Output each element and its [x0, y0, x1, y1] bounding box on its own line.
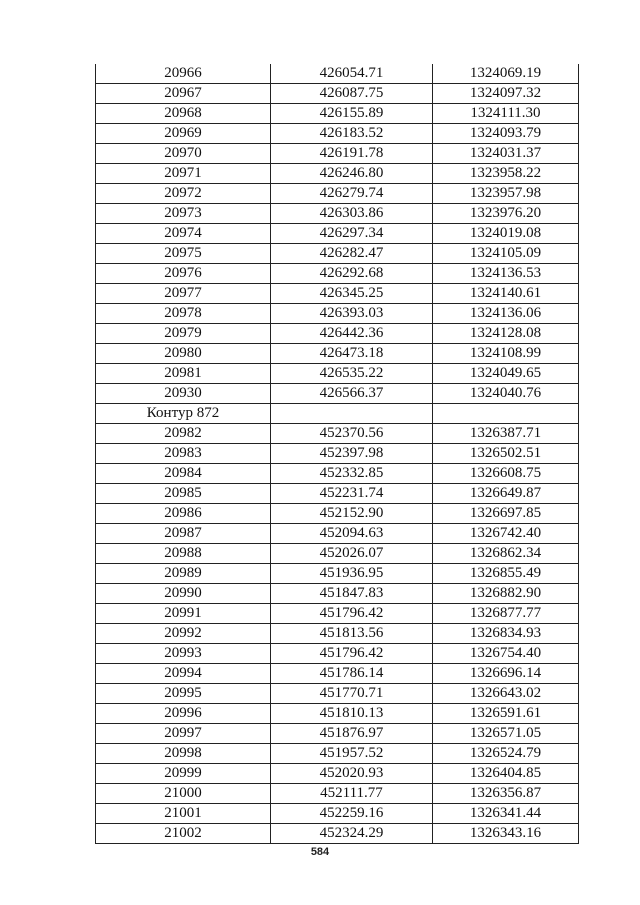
- x-coordinate-cell: 426087.75: [271, 84, 433, 104]
- x-coordinate-cell: 452094.63: [271, 524, 433, 544]
- y-coordinate-cell: 1326502.51: [433, 444, 579, 464]
- table-row: [96, 784, 579, 804]
- y-coordinate-cell: 1326591.61: [433, 704, 579, 724]
- y-coordinate-cell: 1324019.08: [433, 224, 579, 244]
- table-row: [96, 204, 579, 224]
- y-coordinate-cell: 1324108.99: [433, 344, 579, 364]
- coordinates-table: [95, 64, 579, 844]
- table-row: [96, 104, 579, 124]
- x-coordinate-cell: 452259.16: [271, 804, 433, 824]
- point-number-cell: 20985: [96, 484, 271, 504]
- table-row: [96, 424, 579, 444]
- y-coordinate-cell: 1324140.61: [433, 284, 579, 304]
- y-coordinate-cell: 1324105.09: [433, 244, 579, 264]
- point-number-cell: 20989: [96, 564, 271, 584]
- y-coordinate-cell: 1324031.37: [433, 144, 579, 164]
- point-number-cell: 20987: [96, 524, 271, 544]
- y-coordinate-cell: 1326571.05: [433, 724, 579, 744]
- point-number-cell: 20930: [96, 384, 271, 404]
- table-row: [96, 284, 579, 304]
- point-number-cell: 20969: [96, 124, 271, 144]
- point-number-cell: 20968: [96, 104, 271, 124]
- x-coordinate-cell: [271, 404, 433, 424]
- x-coordinate-cell: 426279.74: [271, 184, 433, 204]
- point-number-cell: 20991: [96, 604, 271, 624]
- table-row: [96, 684, 579, 704]
- point-number-cell: 20983: [96, 444, 271, 464]
- y-coordinate-cell: 1323958.22: [433, 164, 579, 184]
- point-number-cell: 20966: [96, 64, 271, 84]
- x-coordinate-cell: 426282.47: [271, 244, 433, 264]
- table-row: [96, 164, 579, 184]
- table-row: [96, 724, 579, 744]
- x-coordinate-cell: 426442.36: [271, 324, 433, 344]
- y-coordinate-cell: 1326608.75: [433, 464, 579, 484]
- table-row: [96, 764, 579, 784]
- table-row: [96, 384, 579, 404]
- point-number-cell: 20979: [96, 324, 271, 344]
- y-coordinate-cell: 1324136.53: [433, 264, 579, 284]
- x-coordinate-cell: 426303.86: [271, 204, 433, 224]
- x-coordinate-cell: 426345.25: [271, 284, 433, 304]
- x-coordinate-cell: 426054.71: [271, 64, 433, 84]
- y-coordinate-cell: 1324049.65: [433, 364, 579, 384]
- point-number-cell: 20971: [96, 164, 271, 184]
- point-number-cell: 20995: [96, 684, 271, 704]
- y-coordinate-cell: 1323957.98: [433, 184, 579, 204]
- x-coordinate-cell: 452397.98: [271, 444, 433, 464]
- y-coordinate-cell: 1326882.90: [433, 584, 579, 604]
- x-coordinate-cell: 426535.22: [271, 364, 433, 384]
- point-number-cell: 20970: [96, 144, 271, 164]
- x-coordinate-cell: 426191.78: [271, 144, 433, 164]
- point-number-cell: 20988: [96, 544, 271, 564]
- point-number-cell: 21000: [96, 784, 271, 804]
- y-coordinate-cell: 1324097.32: [433, 84, 579, 104]
- x-coordinate-cell: 451786.14: [271, 664, 433, 684]
- y-coordinate-cell: 1326356.87: [433, 784, 579, 804]
- table-row: [96, 444, 579, 464]
- x-coordinate-cell: 452332.85: [271, 464, 433, 484]
- y-coordinate-cell: 1326834.93: [433, 624, 579, 644]
- y-coordinate-cell: 1326696.14: [433, 664, 579, 684]
- point-number-cell: 20999: [96, 764, 271, 784]
- table-row: [96, 184, 579, 204]
- point-number-cell: Контур 872: [96, 404, 271, 424]
- x-coordinate-cell: 452026.07: [271, 544, 433, 564]
- table-row: [96, 704, 579, 724]
- y-coordinate-cell: 1323976.20: [433, 204, 579, 224]
- table-row: [96, 524, 579, 544]
- point-number-cell: 20986: [96, 504, 271, 524]
- y-coordinate-cell: 1324093.79: [433, 124, 579, 144]
- table-row: [96, 224, 579, 244]
- x-coordinate-cell: 451936.95: [271, 564, 433, 584]
- x-coordinate-cell: 452152.90: [271, 504, 433, 524]
- x-coordinate-cell: 451813.56: [271, 624, 433, 644]
- point-number-cell: 21001: [96, 804, 271, 824]
- table-row: [96, 664, 579, 684]
- y-coordinate-cell: 1324069.19: [433, 64, 579, 84]
- x-coordinate-cell: 426183.52: [271, 124, 433, 144]
- y-coordinate-cell: [433, 404, 579, 424]
- page-number: 584: [310, 846, 330, 858]
- point-number-cell: 20975: [96, 244, 271, 264]
- table-row: [96, 84, 579, 104]
- table-row: [96, 364, 579, 384]
- point-number-cell: 20982: [96, 424, 271, 444]
- table-row: [96, 404, 579, 424]
- point-number-cell: 20981: [96, 364, 271, 384]
- table-row: [96, 564, 579, 584]
- y-coordinate-cell: 1326649.87: [433, 484, 579, 504]
- x-coordinate-cell: 451770.71: [271, 684, 433, 704]
- point-number-cell: 20990: [96, 584, 271, 604]
- x-coordinate-cell: 426155.89: [271, 104, 433, 124]
- table-row: [96, 824, 579, 844]
- table-row: [96, 324, 579, 344]
- table-row: [96, 744, 579, 764]
- coordinates-table-container: [95, 64, 578, 844]
- y-coordinate-cell: 1326404.85: [433, 764, 579, 784]
- x-coordinate-cell: 451810.13: [271, 704, 433, 724]
- x-coordinate-cell: 452370.56: [271, 424, 433, 444]
- x-coordinate-cell: 451796.42: [271, 644, 433, 664]
- y-coordinate-cell: 1326343.16: [433, 824, 579, 844]
- coordinates-table-body: [96, 64, 579, 844]
- y-coordinate-cell: 1326862.34: [433, 544, 579, 564]
- x-coordinate-cell: 451847.83: [271, 584, 433, 604]
- y-coordinate-cell: 1324136.06: [433, 304, 579, 324]
- table-row: [96, 464, 579, 484]
- point-number-cell: 20974: [96, 224, 271, 244]
- x-coordinate-cell: 452020.93: [271, 764, 433, 784]
- point-number-cell: 20972: [96, 184, 271, 204]
- point-number-cell: 20976: [96, 264, 271, 284]
- y-coordinate-cell: 1324111.30: [433, 104, 579, 124]
- point-number-cell: 20994: [96, 664, 271, 684]
- table-row: [96, 604, 579, 624]
- x-coordinate-cell: 451957.52: [271, 744, 433, 764]
- table-row: [96, 484, 579, 504]
- point-number-cell: 20980: [96, 344, 271, 364]
- table-row: [96, 244, 579, 264]
- point-number-cell: 20996: [96, 704, 271, 724]
- y-coordinate-cell: 1324128.08: [433, 324, 579, 344]
- point-number-cell: 20993: [96, 644, 271, 664]
- x-coordinate-cell: 451796.42: [271, 604, 433, 624]
- y-coordinate-cell: 1326877.77: [433, 604, 579, 624]
- table-row: [96, 144, 579, 164]
- point-number-cell: 20997: [96, 724, 271, 744]
- point-number-cell: 20973: [96, 204, 271, 224]
- x-coordinate-cell: 452111.77: [271, 784, 433, 804]
- x-coordinate-cell: 452231.74: [271, 484, 433, 504]
- table-row: [96, 804, 579, 824]
- y-coordinate-cell: 1326524.79: [433, 744, 579, 764]
- x-coordinate-cell: 426473.18: [271, 344, 433, 364]
- y-coordinate-cell: 1326341.44: [433, 804, 579, 824]
- table-row: [96, 64, 579, 84]
- x-coordinate-cell: 426566.37: [271, 384, 433, 404]
- point-number-cell: 20992: [96, 624, 271, 644]
- table-row: [96, 584, 579, 604]
- y-coordinate-cell: 1326754.40: [433, 644, 579, 664]
- y-coordinate-cell: 1324040.76: [433, 384, 579, 404]
- table-row: [96, 304, 579, 324]
- x-coordinate-cell: 426292.68: [271, 264, 433, 284]
- y-coordinate-cell: 1326643.02: [433, 684, 579, 704]
- table-row: [96, 624, 579, 644]
- table-row: [96, 544, 579, 564]
- x-coordinate-cell: 451876.97: [271, 724, 433, 744]
- point-number-cell: 20984: [96, 464, 271, 484]
- x-coordinate-cell: 452324.29: [271, 824, 433, 844]
- point-number-cell: 20977: [96, 284, 271, 304]
- table-row: [96, 264, 579, 284]
- x-coordinate-cell: 426246.80: [271, 164, 433, 184]
- x-coordinate-cell: 426393.03: [271, 304, 433, 324]
- y-coordinate-cell: 1326387.71: [433, 424, 579, 444]
- table-row: [96, 124, 579, 144]
- y-coordinate-cell: 1326697.85: [433, 504, 579, 524]
- table-row: [96, 344, 579, 364]
- table-row: [96, 644, 579, 664]
- point-number-cell: 20978: [96, 304, 271, 324]
- y-coordinate-cell: 1326855.49: [433, 564, 579, 584]
- y-coordinate-cell: 1326742.40: [433, 524, 579, 544]
- point-number-cell: 20967: [96, 84, 271, 104]
- x-coordinate-cell: 426297.34: [271, 224, 433, 244]
- point-number-cell: 20998: [96, 744, 271, 764]
- table-row: [96, 504, 579, 524]
- point-number-cell: 21002: [96, 824, 271, 844]
